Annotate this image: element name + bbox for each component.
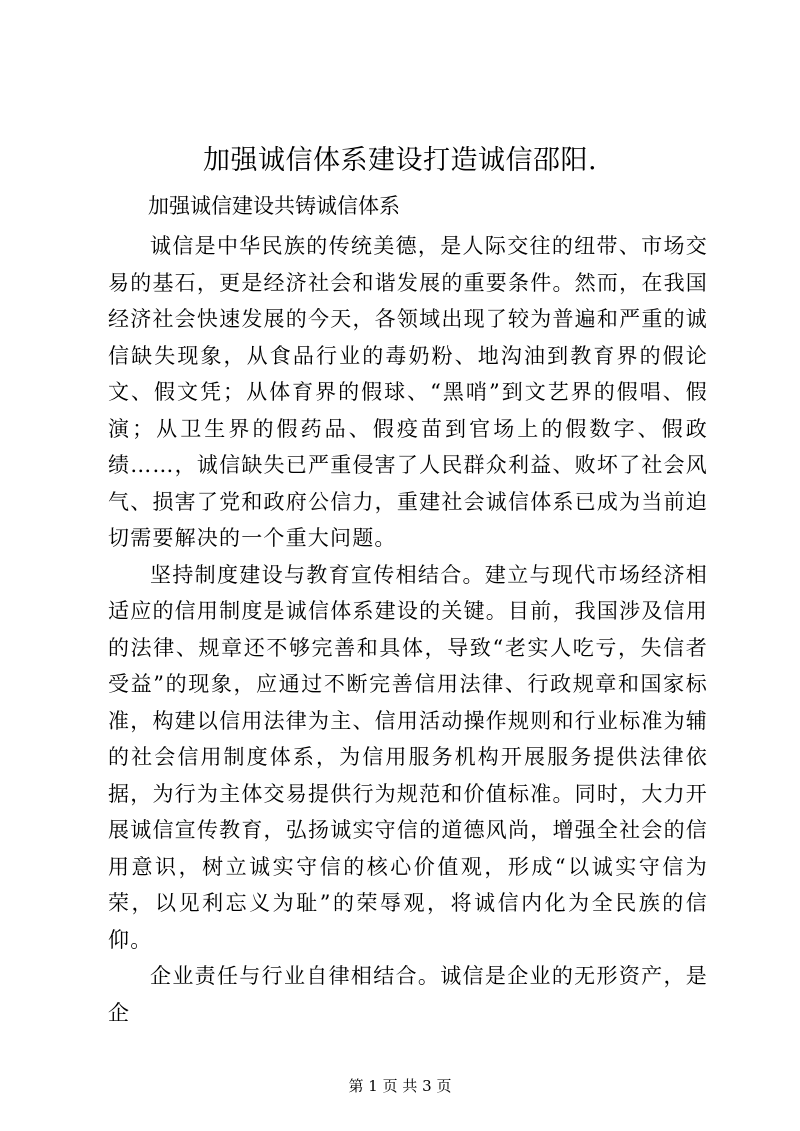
document-subtitle: 加强诚信建设共铸诚信体系 bbox=[148, 194, 400, 218]
document-title: 加强诚信体系建设打造诚信邵阳. bbox=[202, 145, 598, 176]
paragraph: 诚信是中华民族的传统美德，是人际交往的纽带、市场交易的基石，更是经济社会和谐发展的重要条件。然而，在我国经济社会快速发展的今天，各领域出现了较为普遍和严重的诚信缺失现象，从食品行业的毒奶粉、地沟油到教育界的假论文、假文凭；从体育界的假球、“黑哨”到文艺界的假唱、假演；从卫生界的假药品、假疫苗到官场上的假数字、假政绩……，诚信缺失已严重侵害了人民群众利益、败坏了社会风气、损害了党和政府公信力，重建社会诚信体系已成为当前迫切需要解决的一个重大问题。 bbox=[108, 234, 708, 550]
document-body bbox=[108, 228, 708, 1031]
paragraph: 企业责任与行业自律相结合。诚信是企业的无形资产，是企 bbox=[108, 964, 708, 1025]
paragraph: 坚持制度建设与教育宣传相结合。建立与现代市场经济相适应的信用制度是诚信体系建设的关键。目前，我国涉及信用的法律、规章还不够完善和具体，导致“老实人吃亏，失信者受益”的现象，应通过不断完善信用法律、行政规章和国家标准，构建以信用法律为主、信用活动操作规则和行业标准为辅的社会信用制度体系，为信用服务机构开展服务提供法律依据，为行为主体交易提供行为规范和价值标准。同时，大力开展诚信宣传教育，弘扬诚实守信的道德风尚，增强全社会的信用意识，树立诚实守信的核心价值观，形成“以诚实守信为荣，以见利忘义为耻”的荣辱观，将诚信内化为全民族的信仰。 bbox=[108, 562, 708, 952]
page-footer: 第 1 页 共 3 页 bbox=[348, 1077, 452, 1095]
